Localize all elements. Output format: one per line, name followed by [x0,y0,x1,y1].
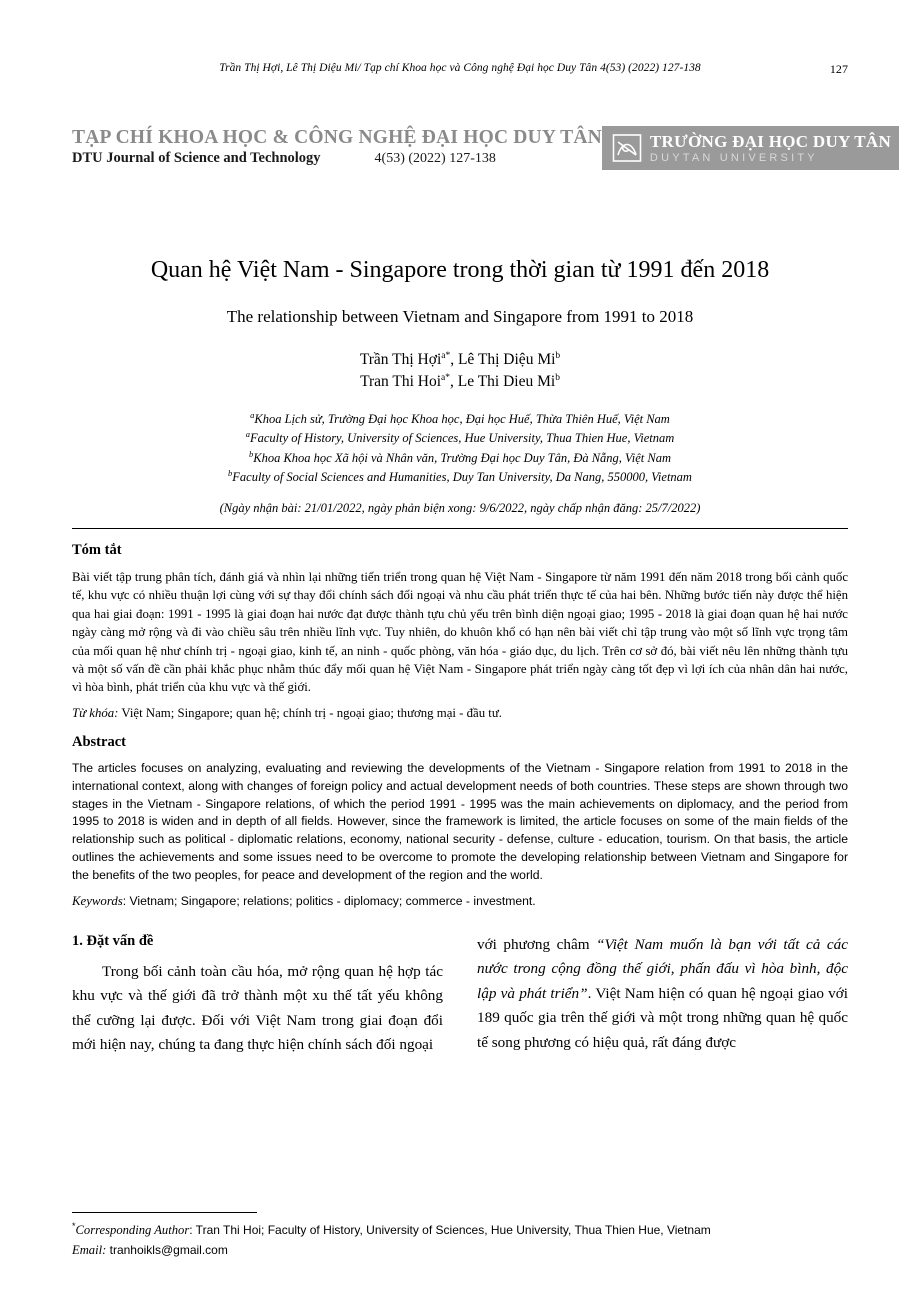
author-mark-en-2: b [555,372,560,383]
section-heading-1: 1. Đặt vấn đề [72,932,154,949]
affiliation-mark: b [228,468,233,479]
affiliation-mark: a [250,409,255,420]
keywords-text-vietnamese: Việt Nam; Singapore; quan hệ; chính trị - ngoại giao; thương mại - đầu tư. [118,705,502,720]
author-line-english [72,371,848,393]
keywords-english [72,894,848,909]
keywords-vietnamese [72,706,848,721]
email-address: tranhoikls@gmail.com [106,1243,228,1257]
masthead-text-block [72,126,602,167]
affiliation-mark: a [245,429,250,440]
body-column-right [477,933,848,1059]
footnote-email-line [72,1243,848,1258]
author-mark-en-1: a* [441,372,450,383]
affiliation-text: Faculty of History, University of Sciences, Hue University, Thua Thien Hue, Vietnam [249,431,675,446]
affiliation-item [72,409,848,429]
article-title-english: The relationship between Vietnam and Singapore from 1991 to 2018 [226,306,694,326]
article-title-vietnamese: Quan hệ Việt Nam - Singapore trong thời gian từ 1991 đến 2018 [150,257,770,283]
author-line-vietnamese [72,349,848,371]
author-separator-en: , Le Thi Dieu Mi [450,372,556,390]
keywords-label-vietnamese: Từ khóa: [72,705,119,720]
keywords-text-english: : Vietnam; Singapore; relations; politics - diplomacy; commerce - investment. [122,893,536,908]
university-logo [602,126,899,170]
running-head [72,0,848,74]
body-paragraph-left: Trong bối cảnh toàn cầu hóa, mở rộng quan hệ hợp tác khu vực và thế giới đã trở thành một xu thế tất yếu không thể cưỡng lại được. Đối với Việt Nam trong giai đoạn đổi mới hiện nay, chúng ta đang thực hiện chính sách đối ngoại [72,962,443,1054]
journal-title-vietnamese: TẠP CHÍ KHOA HỌC & CÔNG NGHỆ ĐẠI HỌC DUY TÂN [72,127,602,148]
title-block [72,256,848,327]
affiliation-text: Faculty of Social Sciences and Humanities, Duy Tan University, Da Nang, 550000, Vietnam [232,470,692,485]
body-column-left [72,933,443,1059]
author-name-vi-1: Trần Thị Hợi [359,350,442,368]
journal-masthead [72,126,892,182]
body-text-before-quote: với phương châm [477,935,597,953]
affiliation-item [72,467,848,487]
corresponding-author-footnote [72,1220,848,1240]
affiliation-mark: b [248,448,254,459]
author-list [72,349,848,393]
footnote-marker: * [72,1221,76,1232]
abstract-heading-english: Abstract [72,733,126,750]
page-number: 127 [829,62,848,76]
body-columns [72,933,848,1059]
logo-university-name-vi: TRƯỜNG ĐẠI HỌC DUY TÂN [649,131,892,151]
footnote-text: : Tran Thi Hoi; Faculty of History, University of Sciences, Hue University, Thua Thien Hue, Vietnam [189,1223,711,1238]
affiliation-item [72,428,848,448]
body-paragraph-right [477,933,848,1056]
abstract-body-vietnamese: Bài viết tập trung phân tích, đánh giá và nhìn lại những tiến triển trong quan hệ Việt Nam - Singapore từ năm 1991 đến năm 2018 trong bối cảnh quốc tế, khu vực có nhiều thuận lợi cùng với sự thay đổi chính sách đối ngoại và nhu cầu phát triển thực tế của hai bên. Những bước tiến này được thể hiện qua hai giai đoạn: 1991 - 1995 là giai đoạn hai nước đạt được thành tựu chủ yếu trên bình diện ngoại giao; 1995 - 2018 là giai đoạn quan hệ hai nước ngày càng mở rộng và đi vào chiều sâu trên nhiều lĩnh vực. Tuy nhiên, do khuôn khổ có hạn nên bài viết chỉ tập trung vào một số lĩnh vực trọng tâm của mối quan hệ như chính trị - ngoại giao, kinh tế, an ninh - quốc phòng, văn hóa - giáo dục, du lịch. Trên cơ sở đó, bài viết nêu lên những thành tựu và một số vấn đề cần phải khắc phục nhằm thúc đẩy mối quan hệ Việt Nam - Singapore phát triển ngày càng tốt đẹp vì lợi ích của nhân dân hai nước, vì hòa bình, phát triển của khu vực và thế giới. [72,569,848,695]
running-head-citation: Trần Thị Hợi, Lê Thị Diệu Mi/ Tạp chí Khoa học và Công nghệ Đại học Duy Tân 4(53) (2022) 127-138 [219,62,701,74]
header-divider [72,528,848,529]
journal-issue-info: 4(53) (2022) 127-138 [374,151,496,167]
author-mark-vi-1: a* [441,350,451,361]
footnote-divider [72,1212,257,1213]
journal-subtitle-row [72,150,602,167]
duy-tan-emblem-icon [602,126,648,170]
logo-university-name-en: DUYTAN UNIVERSITY [649,151,818,164]
body-quote: “Việt Nam muốn là bạn với tất cả các nước trong cộng đồng thế giới, phấn đấu vì hòa bình, độc lập và phát triển” [477,935,848,1002]
body-text-after-quote: . Việt Nam hiện có quan hệ ngoại giao với 189 quốc gia trên thế giới và một trong những quan hệ quốc tế song phương có hiệu quả, rất đáng được [477,984,849,1052]
affiliation-list [72,409,848,487]
footnote-area [72,1212,848,1258]
journal-title-english: DTU Journal of Science and Technology [72,150,321,167]
affiliation-text: Khoa Lịch sử, Trường Đại học Khoa học, Đại học Huế, Thừa Thiên Huế, Việt Nam [254,411,670,426]
footnote-label: Corresponding Author [75,1223,190,1238]
author-name-en-1: Tran Thi Hoi [360,372,442,390]
email-label: Email: [72,1243,107,1257]
keywords-label-english: Keywords [72,893,123,908]
author-mark-vi-2: b [555,350,561,361]
abstract-heading-vietnamese: Tóm tắt [72,541,122,558]
author-separator-vi: , Lê Thị Diệu Mi [450,350,556,368]
affiliation-item [72,448,848,468]
submission-dateline: (Ngày nhận bài: 21/01/2022, ngày phản biện xong: 9/6/2022, ngày chấp nhận đăng: 25/7/2022) [219,500,701,515]
abstract-body-english: The articles focuses on analyzing, evaluating and reviewing the developments of the Vietnam - Singapore relation from 1991 to 2018 in the international context, along with changes of foreign policy and actual development needs of both countries. These steps are shown through two stages in the Vietnam - Singapore relations, of which the period 1991 - 1995 was the main achievements on diplomacy, and the period from 1995 to 2018 is widen and in depth of all fields. However, since the framework is limited, the article focuses on some of the main fields of the relationship such as political - diplomatic relations, economy, national security - defense, culture - education, tourism. On that basis, the article outlines the achievements and some issues need to be overcome to promote the developing relationship between Vietnam and Singapore for the benefits of the two peoples, for peace and development of the region and the world. [72,760,848,882]
affiliation-text: Khoa Khoa học Xã hội và Nhân văn, Trường Đại học Duy Tân, Đà Nẵng, Việt Nam [253,451,671,466]
logo-text-block [648,126,899,170]
